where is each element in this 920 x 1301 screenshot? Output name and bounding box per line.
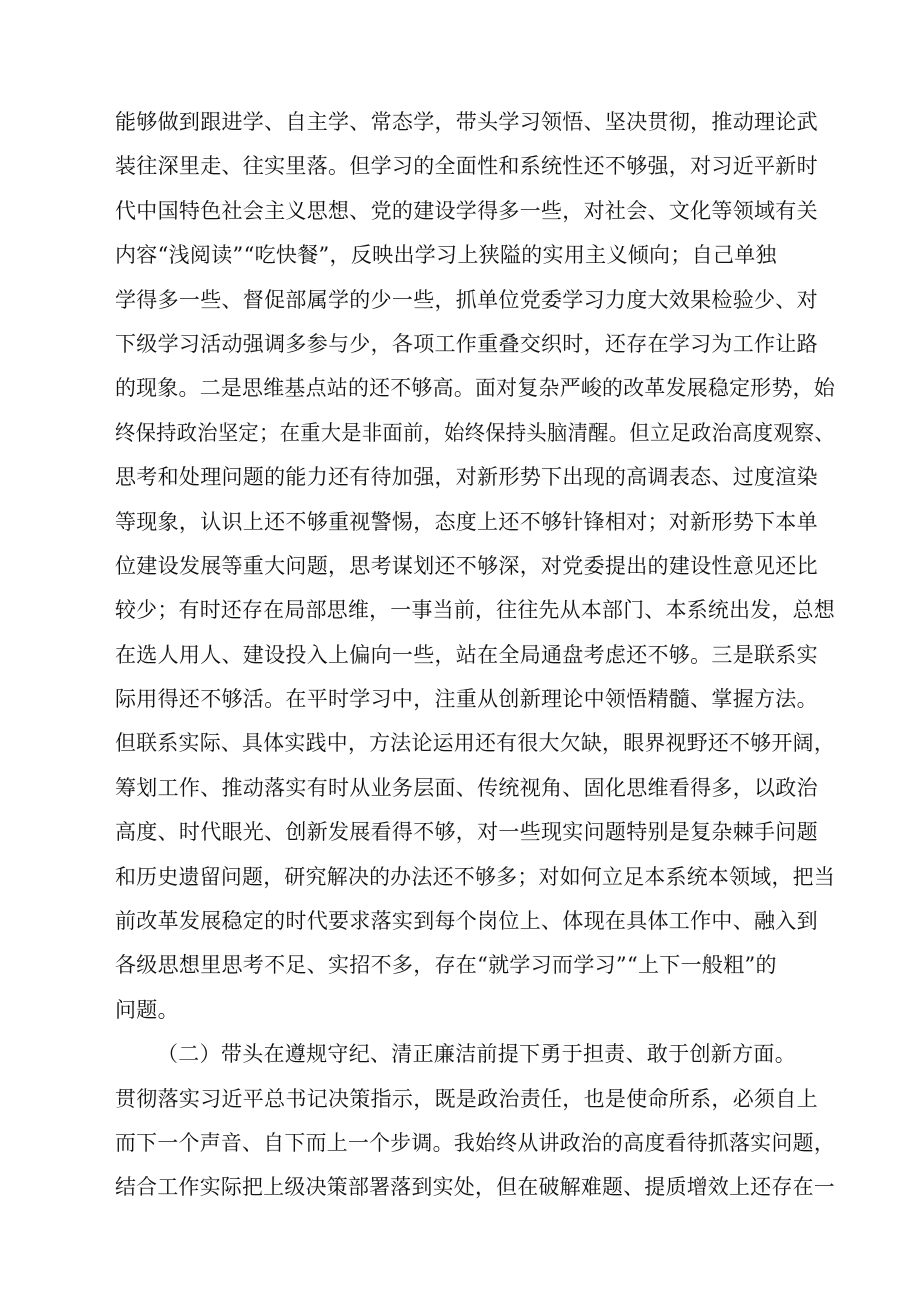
text-line: 各级思想里思考不足、实招不多，存在“就学习而学习”“上下一般粗”的 xyxy=(115,953,777,978)
text-line: 等现象，认识上还不够重视警惕，态度上还不够针锋相对；对新形势下本单 xyxy=(115,509,818,534)
text-line: 高度、时代眼光、创新发展看得不够，对一些现实问题特别是复杂棘手问题 xyxy=(115,820,818,845)
text-line: 前改革发展稳定的时代要求落实到每个岗位上、体现在具体工作中、融入到 xyxy=(115,909,818,934)
text-line: 位建设发展等重大问题，思考谋划还不够深，对党委提出的建设性意见还比 xyxy=(115,553,818,578)
text-line: 学得多一些、督促部属学的少一些，抓单位党委学习力度大效果检验少、对 xyxy=(115,287,818,312)
document-body xyxy=(115,100,835,1210)
text-line: 而下一个声音、自下而上一个步调。我始终从讲政治的高度看待抓落实问题， xyxy=(115,1130,835,1155)
text-line: 代中国特色社会主义思想、党的建设学得多一些，对社会、文化等领域有关 xyxy=(115,198,818,223)
section-heading: （二）带头在遵规守纪、清正廉洁前提下勇于担责、敢于创新方面。 xyxy=(157,1042,796,1067)
text-line: 筹划工作、推动落实有时从业务层面、传统视角、固化思维看得多，以政治 xyxy=(115,775,818,800)
text-line: 贯彻落实习近平总书记决策指示，既是政治责任，也是使命所系，必须自上 xyxy=(115,1086,818,1111)
text-line: 但联系实际、具体实践中，方法论运用还有很大欠缺，眼界视野还不够开阔， xyxy=(115,731,835,756)
text-line: 终保持政治坚定；在重大是非面前，始终保持头脑清醒。但立足政治高度观察、 xyxy=(115,420,835,445)
text-line: 能够做到跟进学、自主学、常态学，带头学习领悟、坚决贯彻，推动理论武 xyxy=(115,110,818,134)
text-line: 较少；有时还存在局部思维，一事当前，往往先从本部门、本系统出发，总想 xyxy=(115,598,835,623)
text-line: 和历史遗留问题，研究解决的办法还不够多；对如何立足本系统本领域，把当 xyxy=(115,864,835,889)
text-line: 结合工作实际把上级决策部署落到实处，但在破解难题、提质增效上还存在一 xyxy=(115,1175,835,1200)
text-line: 问题。 xyxy=(115,997,179,1022)
text-line: 在选人用人、建设投入上偏向一些，站在全局通盘考虑还不够。三是联系实 xyxy=(115,642,818,667)
text-line: 际用得还不够活。在平时学习中，注重从创新理论中领悟精髓、掌握方法。 xyxy=(115,687,818,712)
text-line: 下级学习活动强调多参与少，各项工作重叠交织时，还存在学习为工作让路 xyxy=(115,331,818,356)
text-line: 装往深里走、往实里落。但学习的全面性和系统性还不够强，对习近平新时 xyxy=(115,154,818,179)
text-line: 思考和处理问题的能力还有待加强，对新形势下出现的高调表态、过度渲染 xyxy=(115,465,818,490)
text-line: 的现象。二是思维基点站的还不够高。面对复杂严峻的改革发展稳定形势，始 xyxy=(115,376,835,401)
text-line: 内容“浅阅读”“吃快餐”，反映出学习上狭隘的实用主义倾向；自己单独 xyxy=(115,243,777,268)
